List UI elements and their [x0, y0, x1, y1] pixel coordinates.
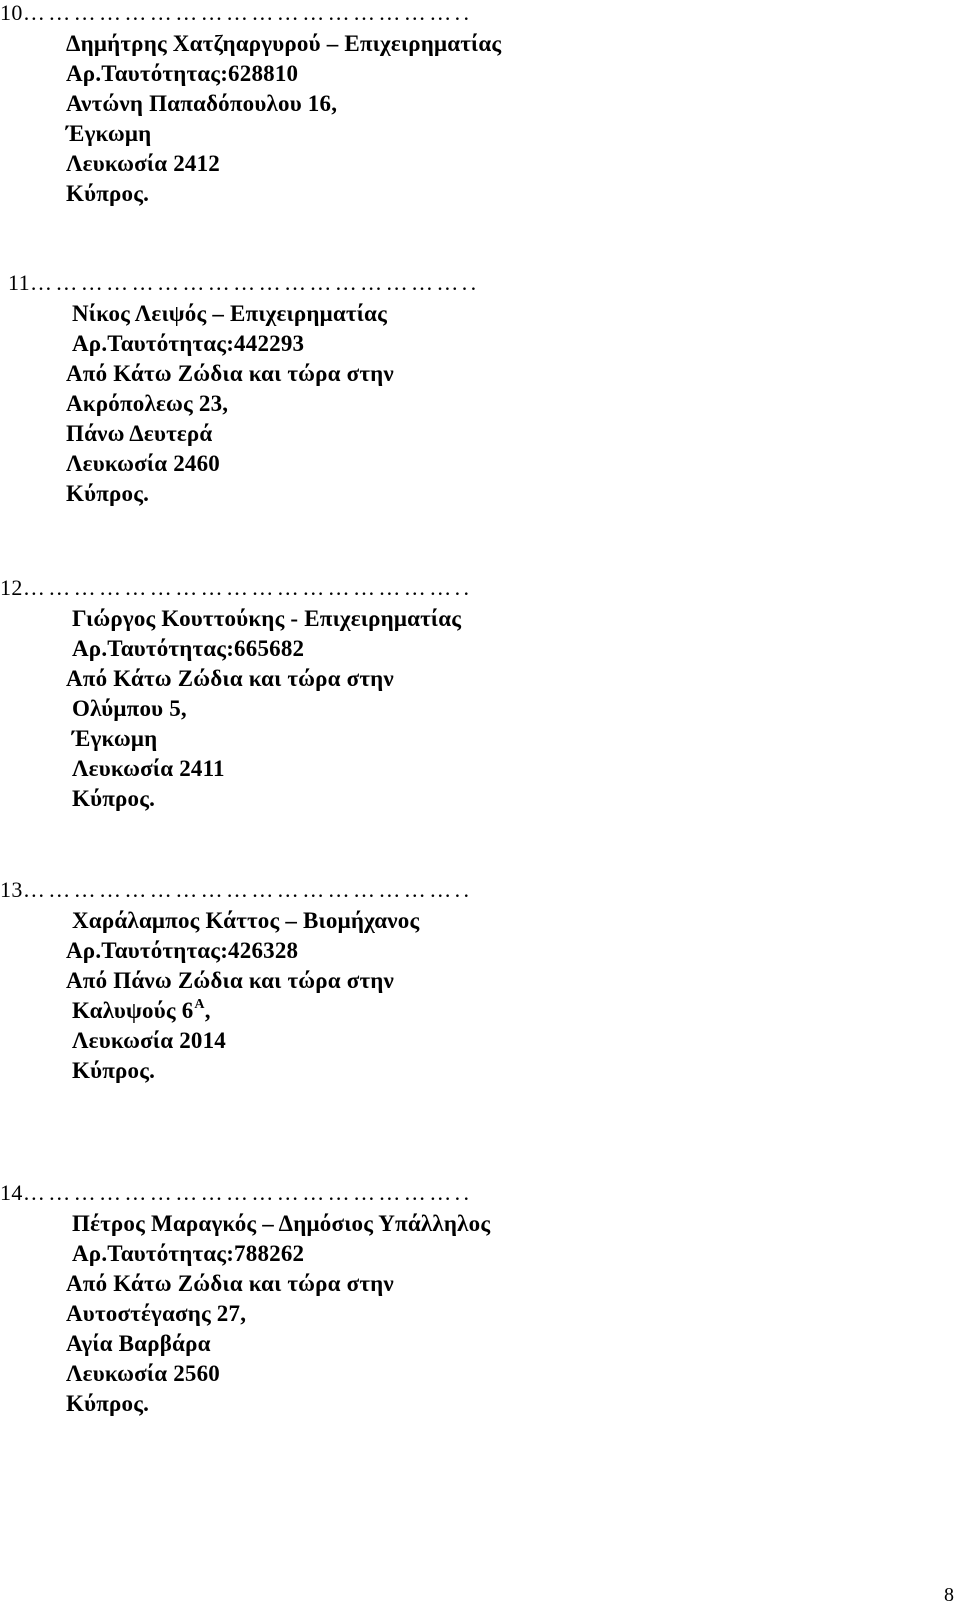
- address-street: [72, 997, 211, 1029]
- entry-number-line: [0, 877, 472, 903]
- name-occupation: Νίκος Λειψός – Επιχειρηματίας: [72, 301, 387, 326]
- address-country: Κύπρος.: [72, 786, 156, 811]
- name-occupation: Πέτρος Μαραγκός – Δημόσιος Υπάλληλος: [72, 1211, 491, 1236]
- address-area: Πάνω Δευτερά: [66, 421, 213, 446]
- entry-number: 10: [0, 0, 23, 25]
- address-city: Λευκωσία 2412: [66, 151, 220, 176]
- entry-number: 12: [0, 575, 23, 600]
- address-city: Λευκωσία 2560: [66, 1361, 220, 1386]
- address-country: Κύπρος.: [66, 1391, 150, 1416]
- address-suffix: ,: [204, 998, 211, 1023]
- entry-number: 11: [8, 270, 30, 295]
- previous-location: Από Πάνω Ζώδια και τώρα στην: [66, 968, 395, 993]
- address-city: Λευκωσία 2411: [72, 756, 225, 781]
- page-number: 8: [944, 1584, 954, 1606]
- entry-number-line: [0, 575, 472, 601]
- address-country: Κύπρος.: [72, 1058, 156, 1083]
- name-occupation: Δημήτρης Χατζηαργυρού – Επιχειρηματίας: [66, 31, 502, 56]
- address-area: Έγκωμη: [72, 726, 158, 751]
- entry-number: 14: [0, 1180, 23, 1205]
- id-number: Αρ.Ταυτότητας:628810: [66, 61, 299, 86]
- id-number: Αρ.Ταυτότητας:665682: [72, 636, 305, 661]
- name-occupation: Γιώργος Κουττούκης - Επιχειρηματίας: [72, 606, 462, 631]
- address-city: Λευκωσία 2014: [72, 1028, 226, 1053]
- dotted-leader: ……………………………………………..: [22, 1180, 473, 1205]
- address-superscript: A: [194, 997, 205, 1012]
- address-street: Αυτοστέγασης 27,: [66, 1301, 247, 1326]
- address-street-text: Καλυψούς 6: [72, 998, 194, 1023]
- address-street: Αντώνη Παπαδόπουλου 16,: [66, 91, 338, 116]
- entry-number-line: [0, 0, 472, 26]
- address-city: Λευκωσία 2460: [66, 451, 220, 476]
- previous-location: Από Κάτω Ζώδια και τώρα στην: [66, 1271, 394, 1296]
- entry-number-line: [0, 1180, 472, 1206]
- id-number: Αρ.Ταυτότητας:442293: [72, 331, 305, 356]
- dotted-leader: ……………………………………………..: [29, 270, 480, 295]
- id-number: Αρ.Ταυτότητας:788262: [72, 1241, 305, 1266]
- name-occupation: Χαράλαμπος Κάττος – Βιομήχανος: [72, 908, 420, 933]
- dotted-leader: ……………………………………………..: [22, 575, 473, 600]
- address-country: Κύπρος.: [66, 181, 150, 206]
- previous-location: Από Κάτω Ζώδια και τώρα στην: [66, 666, 394, 691]
- id-number: Αρ.Ταυτότητας:426328: [66, 938, 299, 963]
- previous-location: Από Κάτω Ζώδια και τώρα στην: [66, 361, 394, 386]
- address-area: Έγκωμη: [66, 121, 152, 146]
- entry-number: 13: [0, 877, 23, 902]
- address-street: Ακρόπολεως 23,: [66, 391, 229, 416]
- dotted-leader: ……………………………………………..: [22, 877, 473, 902]
- entry-number-line: [8, 270, 480, 296]
- address-street: Ολύμπου 5,: [72, 696, 187, 721]
- dotted-leader: ……………………………………………..: [22, 0, 473, 25]
- address-country: Κύπρος.: [66, 481, 150, 506]
- address-area: Αγία Βαρβάρα: [66, 1331, 211, 1356]
